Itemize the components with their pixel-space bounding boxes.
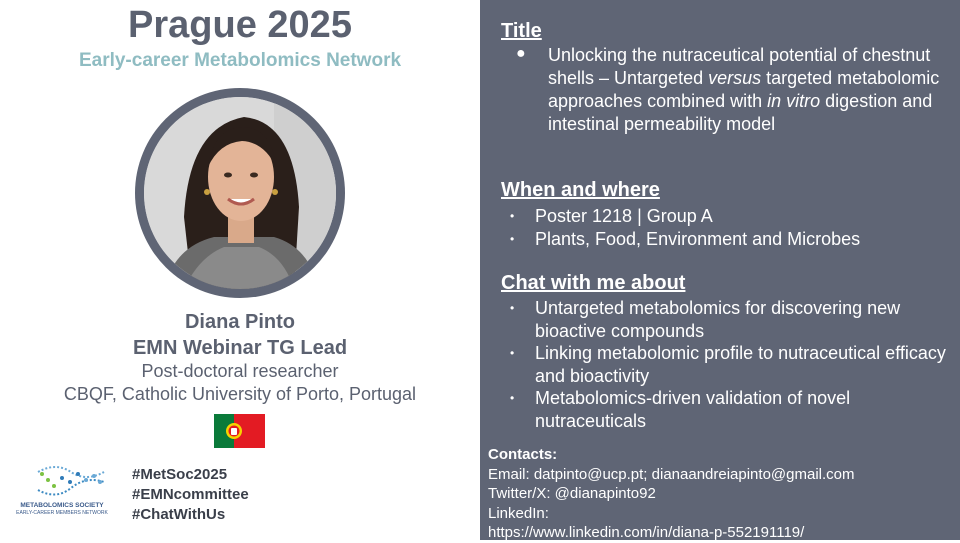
list-item: • Linking metabolomic profile to nutraceutical efficacy and bioactivity [508,342,948,387]
person-role: EMN Webinar TG Lead [132,337,348,359]
network-name: Early-career Metabolomics Network [78,50,402,71]
title-heading: Title [501,20,542,42]
logo-text-society: METABOLOMICS SOCIETY [20,502,104,509]
profile-photo-frame [135,88,345,298]
chat-topic-list [508,297,948,432]
bullet-icon: ● [516,45,526,62]
hashtag: #EMNcommittee [132,486,249,503]
list-item: • Metabolomics-driven validation of novel nutraceuticals [508,387,948,432]
portugal-flag-icon [214,414,265,448]
chat-heading: Chat with me about [501,272,686,294]
person-name: Diana Pinto [184,311,295,333]
list-item: • Untargeted metabolomics for discovering new bioactive compounds [508,297,948,342]
person-position: Post-doctoral researcher [141,361,339,381]
when-where-heading: When and where [501,179,660,201]
hashtag: #ChatWithUs [132,506,226,523]
poster-title: Unlocking the nutraceutical potential of chestnut shells – Untargeted versus targeted metabolomic approaches combined with in vitro digestion and intestinal permeability model [548,45,940,134]
contacts-heading: Contacts: [488,446,558,463]
twitter-handle[interactable]: Twitter/X: @dianapinto92 [488,485,656,502]
list-item: • Plants, Food, Environment and Microbes [508,228,948,251]
profile-photo [144,97,336,289]
person-affiliation: CBQF, Catholic University of Porto, Portugal [63,384,417,404]
profile-panel [0,0,480,540]
email-text[interactable]: Email: datpinto@ucp.pt; dianaandreiapinto@gmail.com [488,465,855,483]
linkedin-link[interactable]: https://www.linkedin.com/in/diana-p-552191119/ [488,524,805,541]
list-item: • Poster 1218 | Group A [508,205,948,228]
hashtag-list [132,465,249,525]
contacts-block [488,445,958,543]
hashtag: #MetSoc2025 [132,466,228,483]
logo-text-network: EARLY-CAREER MEMBERS NETWORK [16,510,108,516]
linkedin-label: LinkedIn: [488,504,549,522]
when-where-list [508,205,948,250]
event-title: Prague 2025 [128,4,352,46]
